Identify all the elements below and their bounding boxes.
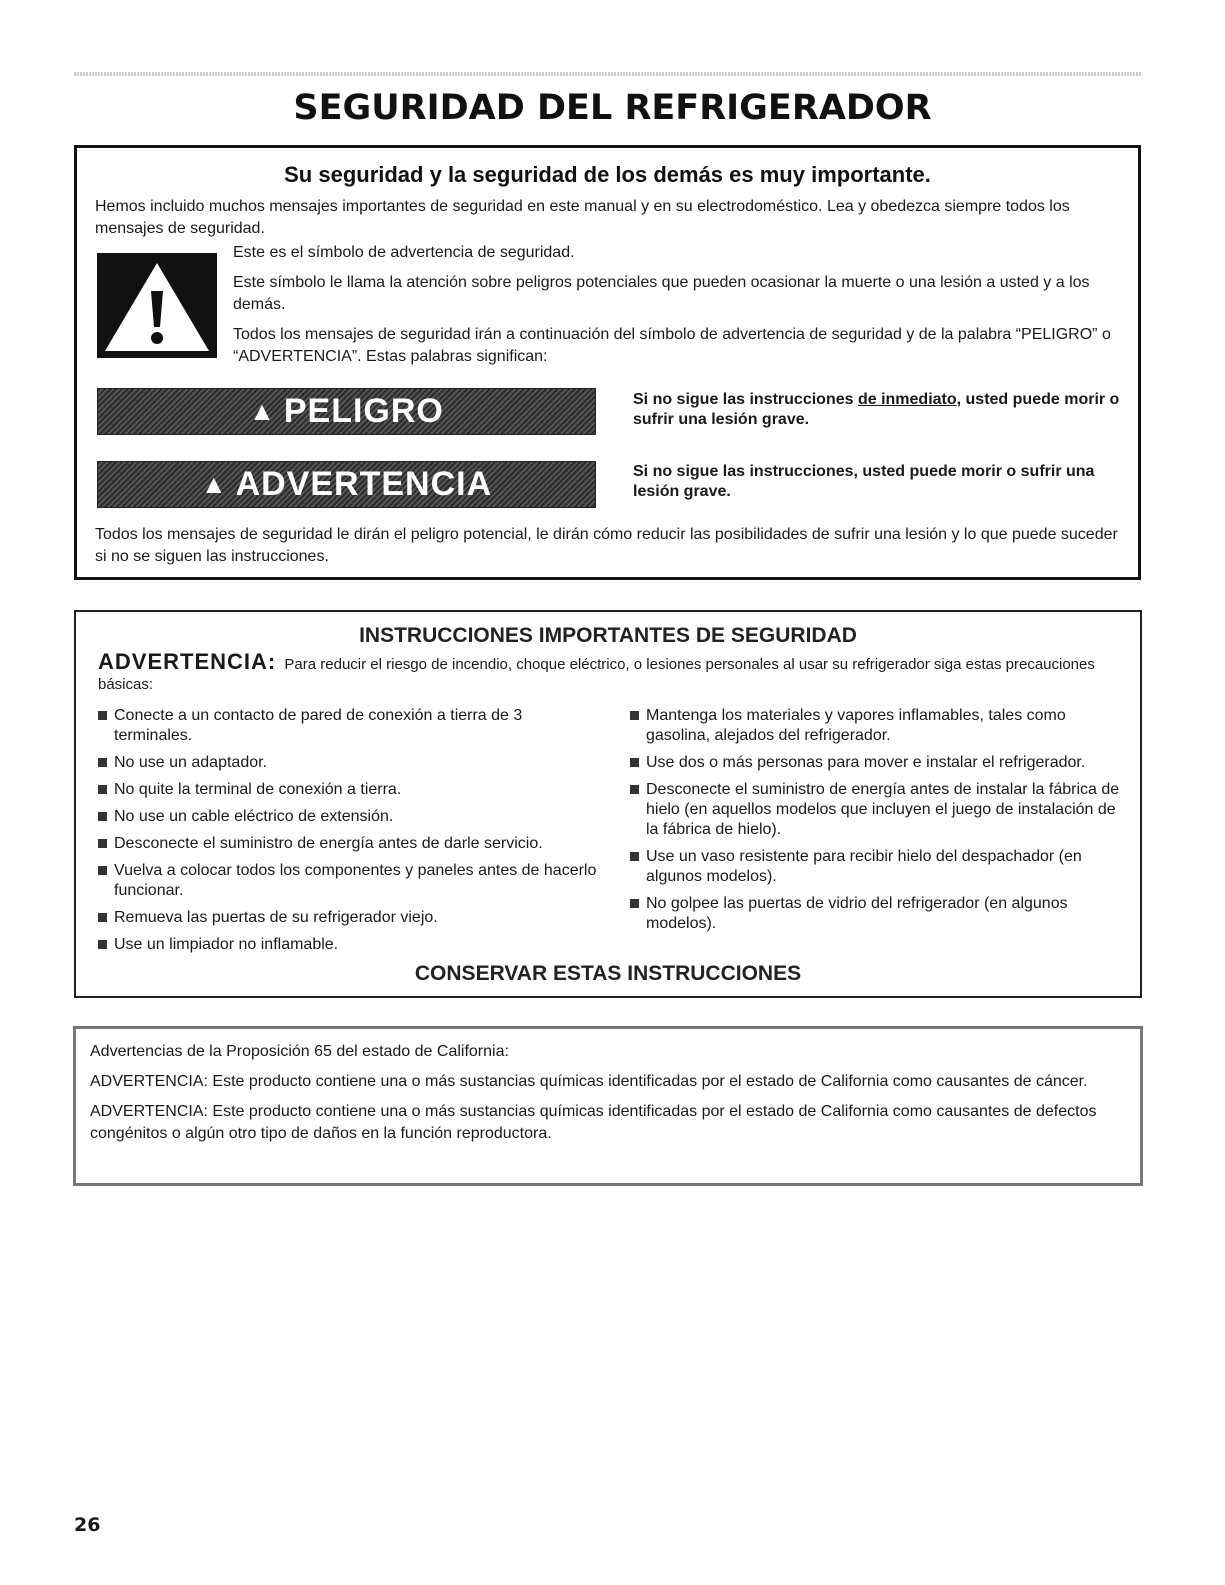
square-bullet-icon	[98, 758, 107, 767]
prop65-content	[90, 1041, 1120, 1153]
warning-label: ADVERTENCIA	[235, 465, 493, 503]
precautions-list-right	[630, 706, 1122, 941]
list-item: Desconecte el suministro de energía antes de darle servicio.	[98, 834, 598, 854]
square-bullet-icon	[98, 839, 107, 848]
square-bullet-icon	[630, 711, 639, 720]
list-item: Remueva las puertas de su refrigerador viejo.	[98, 908, 598, 928]
square-bullet-icon	[98, 940, 107, 949]
list-item: Vuelva a colocar todos los componentes y paneles antes de hacerlo funcionar.	[98, 861, 598, 901]
save-instructions-footer: CONSERVAR ESTAS INSTRUCCIONES	[414, 962, 802, 985]
warning-description: Si no sigue las instrucciones, usted puede morir o sufrir una lesión grave.	[633, 463, 1095, 500]
prop65-title: Advertencias de la Proposición 65 del estado de California:	[90, 1043, 509, 1060]
list-item: No golpee las puertas de vidrio del refrigerador (en algunos modelos).	[630, 894, 1122, 934]
symbol-line: Todos los mensajes de seguridad irán a continuación del símbolo de advertencia de seguridad y de la palabra “PELIGRO” o “ADVERTENCIA”. Estas palabras significan:	[233, 326, 1111, 365]
prop65-warning-cancer: ADVERTENCIA: Este producto contiene una o más sustancias químicas identificadas por el estado de California como causantes de cáncer.	[90, 1073, 1088, 1090]
symbol-line: Este es el símbolo de advertencia de seguridad.	[233, 244, 575, 261]
symbol-line: Este símbolo le llama la atención sobre peligros potenciales que pueden ocasionar la muerte o una lesión a usted y a los demás.	[233, 274, 1090, 313]
safety-intro: Hemos incluido muchos mensajes importantes de seguridad en este manual y en su electrodoméstico. Lea y obedezca siempre todos los mensajes de seguridad.	[95, 198, 1070, 237]
safety-heading: Su seguridad y la seguridad de los demás es muy importante.	[284, 162, 931, 187]
precautions-list-left	[98, 706, 598, 962]
list-item: Conecte a un contacto de pared de conexión a tierra de 3 terminales.	[98, 706, 598, 746]
square-bullet-icon	[630, 758, 639, 767]
prop65-box	[73, 1026, 1143, 1186]
danger-label: PELIGRO	[283, 392, 444, 430]
safety-alert-icon	[97, 253, 217, 358]
safety-footer: Todos los mensajes de seguridad le dirán el peligro potencial, le dirán cómo reducir las posibilidades de sufrir una lesión y lo que puede suceder si no se siguen las instrucciones.	[95, 526, 1118, 565]
square-bullet-icon	[98, 812, 107, 821]
instructions-heading: INSTRUCCIONES IMPORTANTES DE SEGURIDAD	[359, 624, 857, 647]
warning-text: Para reducir el riesgo de incendio, choque eléctrico, o lesiones personales al usar su refrigerador siga estas precauciones básicas:	[98, 656, 1095, 693]
list-item: No use un adaptador.	[98, 753, 598, 773]
danger-desc-text: Si no sigue las instrucciones	[633, 391, 858, 408]
square-bullet-icon	[98, 785, 107, 794]
list-item: Mantenga los materiales y vapores inflamables, tales como gasolina, alejados del refrigerador.	[630, 706, 1122, 746]
square-bullet-icon	[98, 913, 107, 922]
danger-description	[633, 390, 1123, 430]
danger-desc-text-end: , usted puede morir o sufrir una lesión grave.	[633, 391, 1120, 428]
safety-box	[74, 145, 1141, 580]
list-item: Use dos o más personas para mover e instalar el refrigerador.	[630, 753, 1122, 773]
square-bullet-icon	[98, 866, 107, 875]
top-rule	[74, 72, 1142, 76]
square-bullet-icon	[630, 899, 639, 908]
instructions-warning	[98, 649, 1118, 695]
prop65-warning-reproductive: ADVERTENCIA: Este producto contiene una o más sustancias químicas identificadas por el estado de California como causantes de defectos congénitos o algún otro tipo de daños en la función reproductora.	[90, 1103, 1097, 1142]
list-item: Desconecte el suministro de energía antes de instalar la fábrica de hielo (en aquellos modelos que incluyen el juego de instalación de la fábrica de hielo).	[630, 780, 1122, 840]
list-item: Use un vaso resistente para recibir hielo del despachador (en algunos modelos).	[630, 847, 1122, 887]
list-item: No quite la terminal de conexión a tierra.	[98, 780, 598, 800]
square-bullet-icon	[98, 711, 107, 720]
square-bullet-icon	[630, 852, 639, 861]
danger-banner	[97, 388, 596, 435]
warning-triangle-icon: ▲	[200, 469, 228, 499]
warning-triangle-icon: ▲	[249, 396, 276, 426]
warning-word: ADVERTENCIA:	[98, 649, 277, 674]
list-item: Use un limpiador no inflamable.	[98, 935, 598, 955]
warning-banner	[97, 461, 596, 508]
square-bullet-icon	[630, 785, 639, 794]
instructions-box	[74, 610, 1142, 998]
page-number: 26	[74, 1514, 101, 1536]
symbol-explanation	[233, 242, 1113, 376]
danger-desc-emphasis: de inmediato	[857, 391, 957, 408]
page-title: SEGURIDAD DEL REFRIGERADOR	[293, 88, 932, 128]
list-item: No use un cable eléctrico de extensión.	[98, 807, 598, 827]
